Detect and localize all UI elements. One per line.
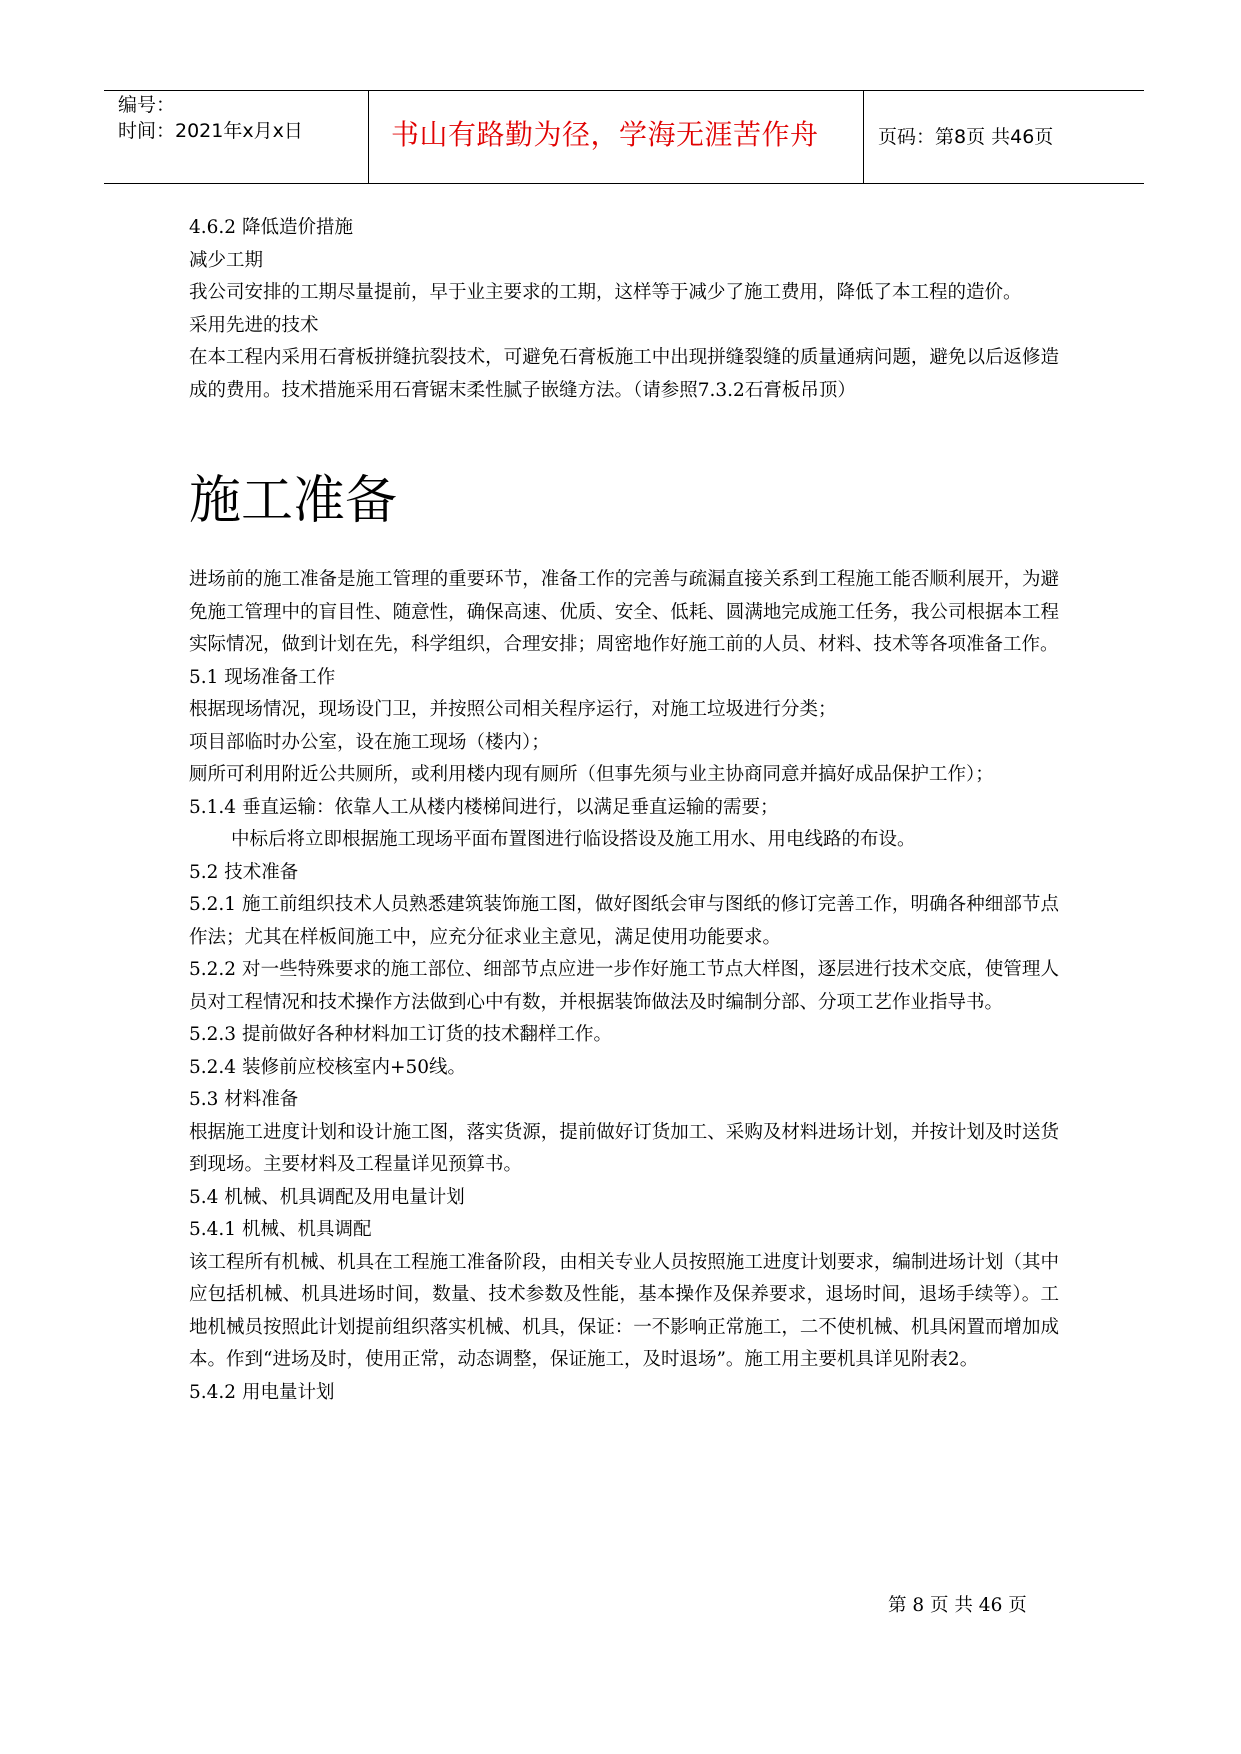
page-header [104, 90, 1144, 184]
item-title: 采用先进的技术 [189, 314, 319, 336]
paragraph: 该工程所有机械、机具在工程施工准备阶段，由相关专业人员按照施工进度计划要求，编制进场计划（其中应包括机械、机具进场时间，数量、技术参数及性能，基本操作及保养要求，退场时间，退场手续等）。工地机械员按照此计划提前组织落实机械、机具，保证：一不影响正常施工，二不使机械、机具闲置而增加成本。作到“进场及时，使用正常，动态调整，保证施工，及时退场”。施工用主要机具详见附表2。 [189, 1251, 1059, 1370]
paragraph: 5.2.4 装修前应校核室内+50线。 [189, 1056, 466, 1078]
paragraph: 5.1.4 垂直运输：依靠人工从楼内楼梯间进行，以满足垂直运输的需要； [189, 796, 779, 818]
chapter-intro: 进场前的施工准备是施工管理的重要环节，准备工作的完善与疏漏直接关系到工程施工能否顺利展开，为避免施工管理中的盲目性、随意性，确保高速、优质、安全、低耗、圆满地完成施工任务，我公司根据本工程实际情况，做到计划在先，科学组织，合理安排；周密地作好施工前的人员、材料、技术等各项准备工作。 [189, 569, 1059, 655]
page-number-label: 页码：第8页 共46页 [878, 126, 1054, 148]
document-body [189, 212, 1059, 1409]
section-heading-5-2: 5.2 技术准备 [189, 861, 299, 883]
subsection-heading-5-4-2: 5.4.2 用电量计划 [189, 1381, 335, 1403]
subsection-heading-5-4-1: 5.4.1 机械、机具调配 [189, 1219, 372, 1240]
time-label: 时间：2021年x月x日 [118, 120, 303, 142]
paragraph: 项目部临时办公室，设在施工现场（楼内）； [189, 731, 550, 753]
motto-text: 书山有路勤为径，学海无涯苦作舟 [391, 118, 819, 151]
paragraph: 根据施工进度计划和设计施工图，落实货源，提前做好订货加工、采购及材料进场计划，并按计划及时送货到现场。主要材料及工程量详见预算书。 [189, 1121, 1059, 1175]
paragraph: 中标后将立即根据施工现场平面布置图进行临设搭设及施工用水、用电线路的布设。 [231, 829, 916, 850]
paragraph: 5.2.1 施工前组织技术人员熟悉建筑装饰施工图，做好图纸会审与图纸的修订完善工作，明确各种细部节点作法；尤其在样板间施工中，应充分征求业主意见，满足使用功能要求。 [189, 894, 1059, 948]
header-meta-cell [104, 91, 369, 183]
header-motto-cell [369, 91, 864, 183]
section-heading-5-1: 5.1 现场准备工作 [189, 666, 336, 688]
paragraph: 在本工程内采用石膏板拼缝抗裂技术，可避免石膏板施工中出现拼缝裂缝的质量通病问题，避免以后返修造成的费用。技术措施采用石膏锯末柔性腻子嵌缝方法。（请参照7.3.2石膏板吊顶） [189, 347, 1059, 401]
paragraph: 5.2.3 提前做好各种材料加工订货的技术翻样工作。 [189, 1024, 612, 1045]
header-page-cell [864, 91, 1144, 183]
paragraph: 厕所可利用附近公共厕所，或利用楼内现有厕所（但事先须与业主协商同意并搞好成品保护工作）； [189, 764, 994, 785]
paragraph: 5.2.2 对一些特殊要求的施工部位、细部节点应进一步作好施工节点大样图，逐层进行技术交底，使管理人员对工程情况和技术操作方法做到心中有数，并根据装饰做法及时编制分部、分项工艺作业指导书。 [189, 959, 1059, 1013]
chapter-title: 施工准备 [189, 471, 398, 531]
number-label: 编号： [118, 94, 176, 116]
section-heading-4-6-2: 4.6.2 降低造价措施 [189, 217, 353, 238]
item-title: 减少工期 [189, 249, 264, 271]
section-heading-5-4: 5.4 机械、机具调配及用电量计划 [189, 1186, 465, 1208]
paragraph: 我公司安排的工期尽量提前，早于业主要求的工期，这样等于减少了施工费用，降低了本工程的造价。 [189, 282, 1022, 303]
paragraph: 根据现场情况，现场设门卫，并按照公司相关程序运行，对施工垃圾进行分类； [189, 699, 837, 720]
page-footer: 第 8 页 共 46 页 [888, 1595, 1027, 1616]
section-heading-5-3: 5.3 材料准备 [189, 1089, 299, 1110]
